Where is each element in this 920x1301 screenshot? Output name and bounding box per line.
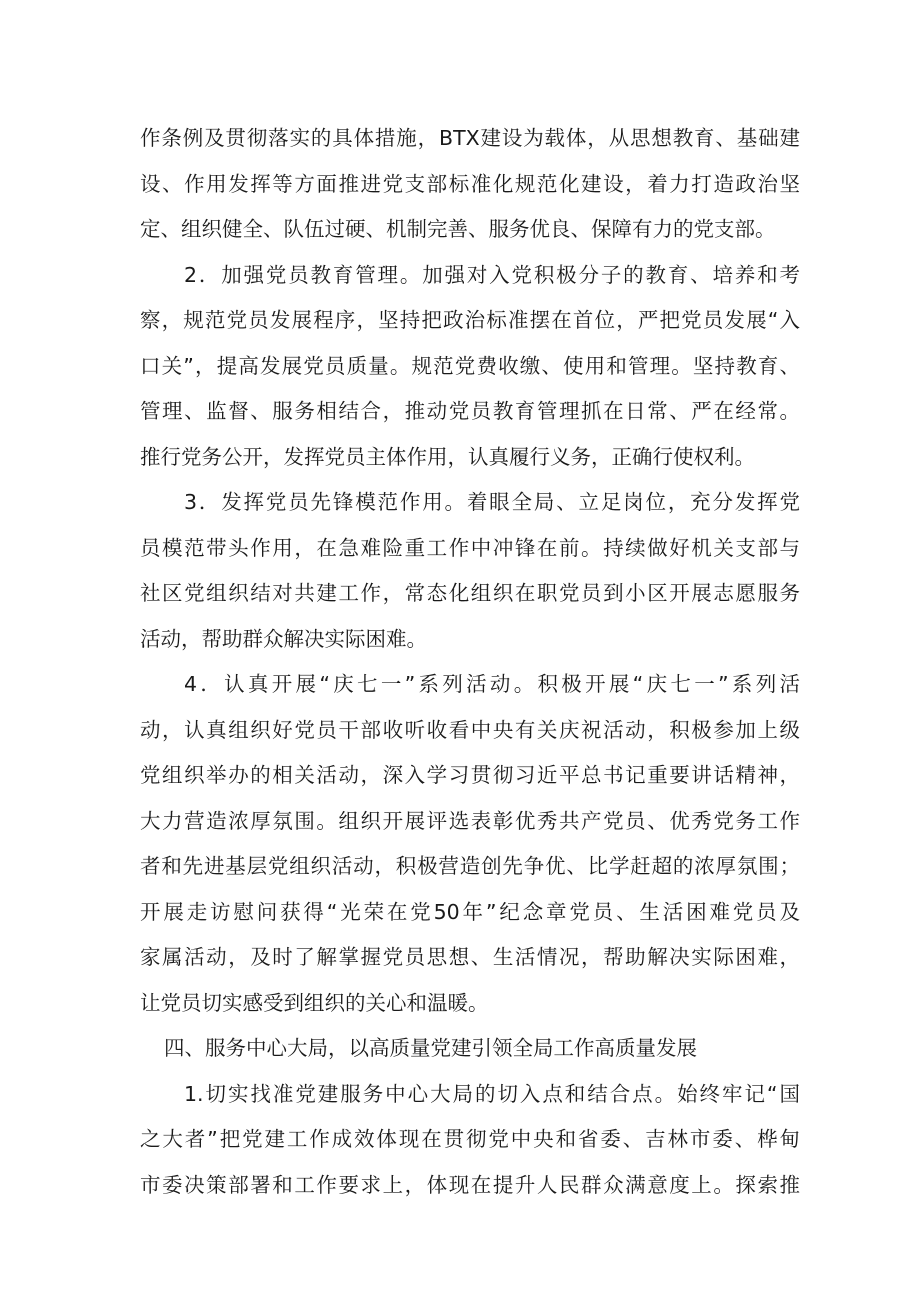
section-heading: 四、服务中心大局，以高质量党建引领全局工作高质量发展 <box>164 1036 697 1060</box>
text-line: 口关”，提高发展党员质量。规范党费收缴、使用和管理。坚持教育、 <box>140 353 800 378</box>
paragraph-start-line: 3．发挥党员先锋模范作用。着眼全局、立足岗位，充分发挥党 <box>184 490 800 514</box>
text-line: 让党员切实感受到组织的关心和温暖。 <box>140 990 489 1015</box>
text-line: 家属活动，及时了解掌握党员思想、生活情况，帮助解决实际困难， <box>140 945 800 969</box>
text-line: 推行党务公开，发挥党员主体作用，认真履行义务，正确行使权利。 <box>140 444 755 469</box>
text-line: 党组织举办的相关活动，深入学习贯彻习近平总书记重要讲话精神， <box>140 763 800 787</box>
text-line: 动，认真组织好党员干部收听收看中央有关庆祝活动，积极参加上级 <box>140 717 800 742</box>
paragraph-start-line: 1.切实找准党建服务中心大局的切入点和结合点。始终牢记“国 <box>184 1081 800 1106</box>
text-line: 察，规范党员发展程序，坚持把政治标准摆在首位，严把党员发展“入 <box>140 308 800 332</box>
text-line: 社区党组织结对共建工作，常态化组织在职党员到小区开展志愿服务 <box>140 581 800 605</box>
text-line: 活动，帮助群众解决实际困难。 <box>140 626 427 651</box>
document-body <box>140 116 800 1208</box>
text-line: 员模范带头作用，在急难险重工作中冲锋在前。持续做好机关支部与 <box>140 535 800 560</box>
text-line: 定、组织健全、队伍过硬、机制完善、服务优良、保障有力的党支部。 <box>140 217 776 241</box>
text-line: 市委决策部署和工作要求上，体现在提升人民群众满意度上。探索推 <box>140 1172 800 1197</box>
text-line: 设、作用发挥等方面推进党支部标准化规范化建设，着力打造政治坚 <box>140 171 800 196</box>
text-line: 开展走访慰问获得“光荣在党50年”纪念章党员、生活困难党员及 <box>140 899 800 924</box>
text-line: 管理、监督、服务相结合，推动党员教育管理抓在日常、严在经常。 <box>140 399 800 423</box>
text-line: 作条例及贯彻落实的具体措施，BTX建设为载体，从思想教育、基础建 <box>140 126 800 150</box>
paragraph-start-line: 4．认真开展“庆七一”系列活动。积极开展“庆七一”系列活 <box>184 672 800 696</box>
text-line: 者和先进基层党组织活动，积极营造创先争优、比学赶超的浓厚氛围； <box>140 854 800 878</box>
paragraph-start-line: 2．加强党员教育管理。加强对入党积极分子的教育、培养和考 <box>184 262 800 287</box>
text-line: 大力营造浓厚氛围。组织开展评选表彰优秀共产党员、优秀党务工作 <box>140 808 800 833</box>
text-line: 之大者”把党建工作成效体现在贯彻党中央和省委、吉林市委、桦甸 <box>140 1127 800 1151</box>
